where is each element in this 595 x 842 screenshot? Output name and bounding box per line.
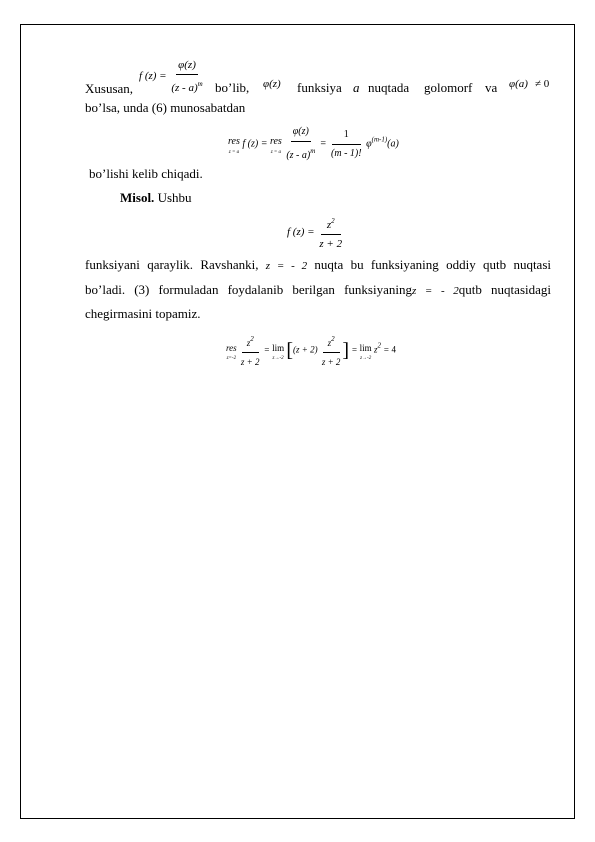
p3-l1-b: nuqta bu funksiyaning oddiy qutb nuqtasi	[314, 257, 551, 272]
eq2-phi-exp: (m-1)	[371, 135, 388, 144]
p1-boelib: bo’lib,	[215, 80, 250, 95]
eq2-num1: φ(z)	[291, 124, 311, 142]
eq4-eq3: =	[383, 344, 390, 355]
eq2-phi: φ	[366, 138, 372, 150]
p3-l2-b: qutb nuqtasidagi	[458, 282, 551, 297]
p3-l1-a: funksiyani qaraylik. Ravshanki,	[85, 257, 259, 272]
eq2-fz: f (z)	[242, 138, 259, 150]
eq2-den2: (m - 1)!	[331, 147, 362, 159]
eq4-lim-sub: z→-2	[272, 356, 284, 361]
eq3-num-exp: 2	[331, 217, 335, 225]
equation-example-function	[287, 213, 344, 252]
eq4-factor: (z + 2)	[293, 344, 318, 355]
eq1-f: f	[139, 70, 143, 83]
p3-l2-math: z = - 2	[411, 285, 459, 297]
eq2-res: res	[228, 135, 240, 147]
eq2-res-block-2	[270, 134, 282, 155]
eq2-res-sub-2: z = a	[270, 149, 282, 155]
eq4-num2-exp: 2	[331, 335, 335, 343]
eq3-lhs: f (z)	[287, 226, 305, 239]
p1-xususan: Xususan,	[85, 81, 134, 96]
p1-line1	[85, 77, 551, 96]
equation-residue-computation	[226, 331, 396, 370]
eq1-z: (z)	[144, 70, 157, 83]
p3-line3: chegirmasini topamiz.	[85, 306, 201, 321]
eq1-den-exp: m	[197, 80, 203, 88]
eq2-fraction1	[284, 124, 317, 164]
p3-l2-a: bo’ladi. (3) formuladan foydalanib berilgan funksiyaning	[85, 282, 412, 297]
eq2-res-2: res	[269, 135, 282, 147]
eq4-z2: z	[373, 344, 378, 355]
eq3-eq: =	[307, 226, 315, 239]
eq4-fraction1	[239, 331, 262, 370]
p1-a: a	[353, 80, 360, 95]
eq2-eq1: =	[260, 138, 268, 150]
eq2-eq2: =	[319, 138, 327, 150]
eq2-den1	[284, 142, 317, 164]
p1-golomorf: golomorf	[424, 80, 473, 95]
eq3-den: z + 2	[319, 238, 343, 250]
eq4-z2-exp: 2	[377, 341, 381, 350]
eq2-den1-base: (z - a)	[286, 150, 311, 161]
eq4-lim2-sub: z→-2	[360, 356, 372, 361]
eq4-eq2: =	[351, 344, 358, 355]
eq4-lim2-block	[360, 340, 372, 361]
equation-residue-formula	[228, 124, 399, 164]
eq2-fraction2	[329, 127, 364, 162]
p1-phi-z: φ(z)	[263, 78, 281, 90]
eq4-bracket-right: ]	[342, 339, 350, 362]
eq4-res-block	[226, 340, 237, 361]
eq2-phi-arg: (a)	[387, 138, 399, 150]
eq4-num1-exp: 2	[250, 335, 254, 343]
eq3-num	[321, 213, 341, 235]
eq4-lim: lim	[272, 343, 285, 353]
eq4-den1: z + 2	[240, 357, 260, 367]
eq4-res: res	[226, 343, 237, 353]
eq2-den1-exp: m	[310, 147, 316, 155]
eq4-num1-base: z	[246, 338, 251, 348]
p3-line1	[85, 257, 551, 274]
eq1-numerator: φ(z)	[176, 57, 198, 75]
eq1-equals: =	[159, 70, 167, 83]
eq4-res-sub: z=-2	[226, 356, 237, 361]
p2-misol	[120, 190, 192, 206]
p3-line2	[85, 282, 551, 299]
p3-l1-math: z = - 2	[265, 260, 308, 272]
eq4-num2-base: z	[327, 338, 332, 348]
p2-line: bo’lishi kelib chiqadi.	[89, 166, 203, 181]
p1-funksiya: funksiya	[297, 80, 342, 95]
eq4-bracket-left: [	[286, 339, 294, 362]
eq4-fraction2	[320, 331, 343, 370]
eq4-value: 4	[391, 344, 397, 355]
eq1-den-base: (z - a)	[171, 82, 198, 94]
p1-nuqtada: nuqtada	[368, 80, 410, 95]
p1-line2: bo’lsa, unda (6) munosabatdan	[85, 100, 246, 115]
eq4-lim-block	[272, 340, 284, 361]
eq3-fraction	[317, 213, 344, 252]
eq4-lim2: lim	[359, 343, 372, 353]
p1-va: va	[485, 80, 498, 95]
eq2-num2: 1	[332, 127, 361, 145]
eq4-den2: z + 2	[321, 357, 341, 367]
eq4-num2	[323, 331, 340, 353]
eq4-num1	[242, 331, 259, 353]
p1-phi-a: φ(a)	[509, 78, 528, 90]
misol-text: Ushbu	[157, 190, 192, 205]
eq4-eq1: =	[263, 344, 270, 355]
eq2-res-sub: z = a	[228, 149, 240, 155]
eq2-res-block	[228, 134, 240, 155]
p1-neq0: ≠ 0	[535, 78, 550, 90]
misol-label: Misol.	[120, 190, 155, 205]
eq3-num-base: z	[326, 219, 332, 231]
